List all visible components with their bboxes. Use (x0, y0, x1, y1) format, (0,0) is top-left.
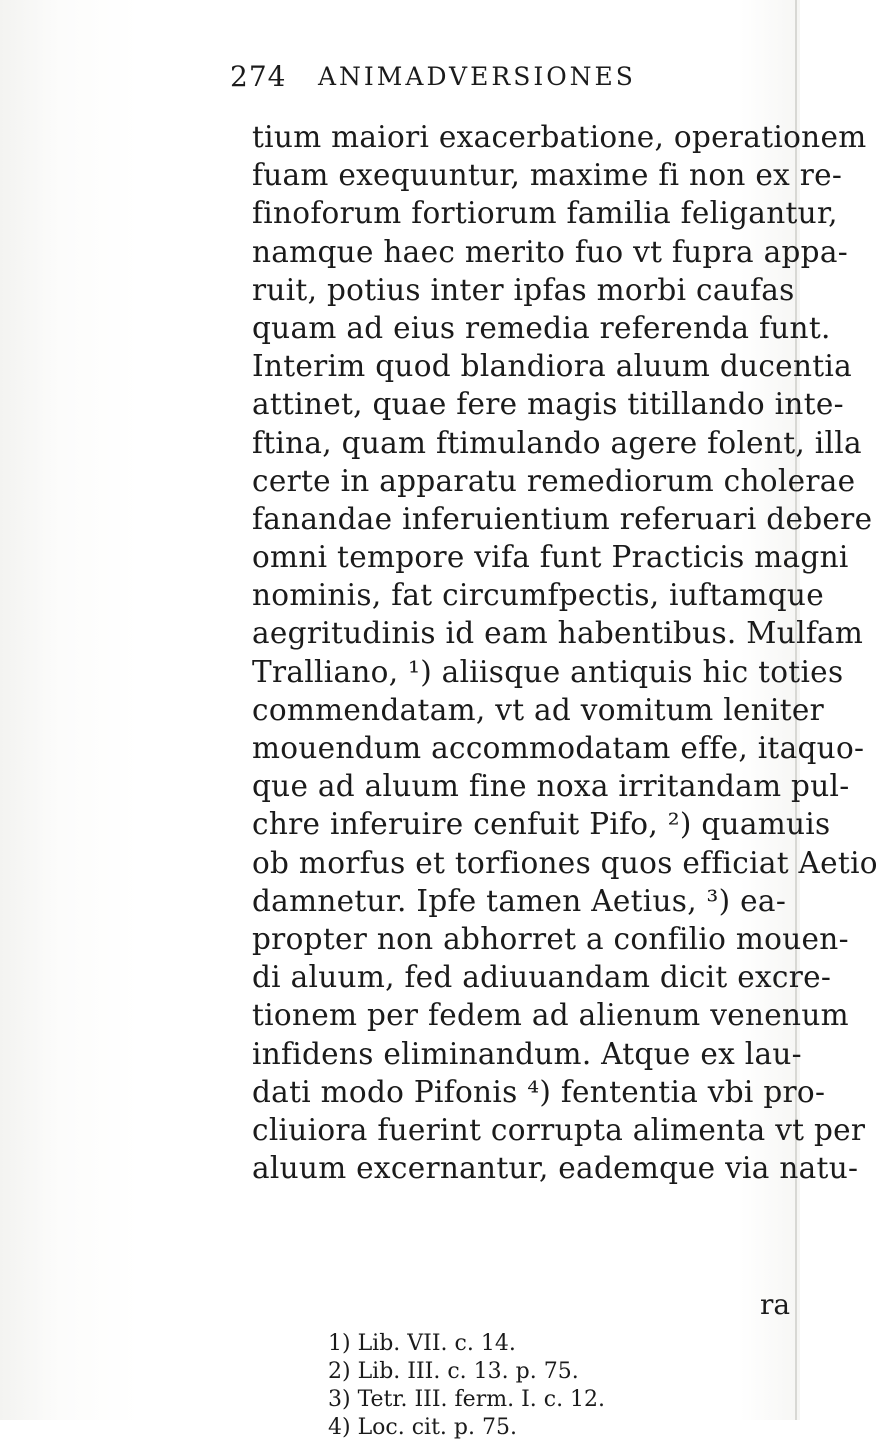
text-line: di aluum, fed adiuuandam dicit excre- (252, 960, 832, 995)
text-line: namque haec merito fuo vt fupra appa- (252, 234, 849, 269)
text-line: attinet, quae fere magis titillando inte- (252, 387, 844, 422)
text-line: infidens eliminandum. Atque ex lau- (252, 1036, 802, 1071)
footnote: 1) Lib. VII. c. 14. (328, 1331, 516, 1356)
text-line: propter non abhorret a confilio mouen- (252, 921, 849, 956)
text-line: Interim quod blandiora aluum ducentia (252, 349, 853, 384)
footnote: 3) Tetr. III. ferm. I. c. 12. (328, 1387, 606, 1412)
running-head: ANIMADVERSIONES (318, 62, 636, 91)
text-line: damnetur. Ipfe tamen Aetius, ³) ea- (252, 883, 787, 918)
footnotes (328, 1330, 748, 1442)
text-line: fanandae inferuientium referuari debere (252, 501, 873, 536)
page-header (230, 60, 670, 106)
page-number: 274 (230, 60, 287, 93)
text-line: aluum excernantur, eademque via natu- (252, 1151, 859, 1186)
text-line: ob morfus et torfiones quos efficiat Aetio (252, 845, 878, 880)
text-line: ruit, potius inter ipfas morbi caufas (252, 272, 795, 307)
text-line: certe in apparatu remediorum cholerae (252, 463, 856, 498)
text-line: que ad aluum fine noxa irritandam pul- (252, 769, 850, 804)
text-line: dati modo Pifonis ⁴) fententia vbi pro- (252, 1074, 826, 1109)
text-line: omni tempore vifa funt Practicis magni (252, 540, 849, 575)
footnote: 4) Loc. cit. p. 75. (328, 1415, 517, 1440)
text-line: commendatam, vt ad vomitum leniter (252, 692, 825, 727)
text-line: tionem per fedem ad alienum venenum (252, 998, 849, 1033)
text-line: aegritudinis id eam habentibus. Mulfam (252, 616, 864, 651)
text-line: nominis, fat circumfpectis, iuftamque (252, 578, 824, 613)
text-line: ftina, quam ftimulando agere folent, illa (252, 425, 862, 460)
catchword: ra (760, 1288, 791, 1321)
text-line: cliuiora fuerint corrupta alimenta vt per (252, 1112, 866, 1147)
text-line: Tralliano, ¹) aliisque antiquis hic toties (252, 654, 844, 689)
footnote: 2) Lib. III. c. 13. p. 75. (328, 1359, 579, 1384)
body-text (252, 118, 878, 1187)
text-line: quam ad eius remedia referenda funt. (252, 310, 831, 345)
text-line: tium maiori exacerbatione, operationem (252, 120, 867, 154)
text-line: mouendum accommodatam effe, itaquo- (252, 731, 865, 765)
text-line: fuam exequuntur, maxime fi non ex re- (252, 158, 843, 193)
text-line: finoforum fortiorum familia feligantur, (252, 196, 838, 231)
text-line: chre inferuire cenfuit Pifo, ²) quamuis (252, 807, 831, 842)
